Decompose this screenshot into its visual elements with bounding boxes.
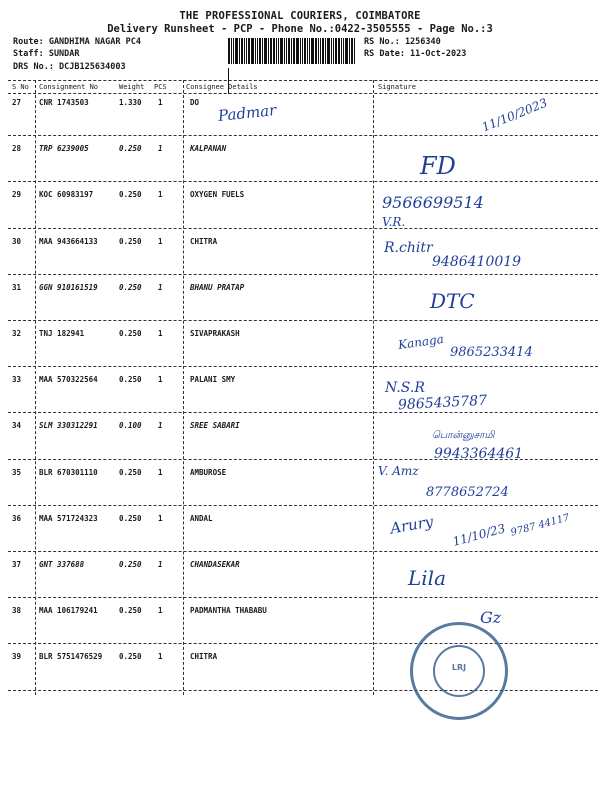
phone-34: 9943364461 [434,446,524,462]
table-row [0,514,600,560]
cell-weight: 0.250 [119,144,142,154]
cell-weight: 0.250 [119,236,142,246]
rs-date: RS Date: 11-Oct-2023 [364,49,467,59]
cell-pcs: 1 [158,144,163,154]
cell-consignee: DO [190,98,200,107]
cell-consignee: AMBUROSE [190,467,227,477]
cell-pcs: 1 [158,190,163,200]
col-signature: Signature [378,83,416,91]
cell-consignment: SLM 330312291 [39,421,98,431]
cell-sno: 37 [12,560,22,569]
phone-32: 9865233414 [450,345,533,360]
cell-sno: 36 [12,513,22,523]
cell-consignee: BHANU PRATAP [190,282,245,292]
signature-29: V.R. [382,215,406,229]
cell-consignee: SIVAPRAKASH [190,329,240,338]
table-row [0,190,600,236]
cell-weight: 0.250 [119,467,142,477]
cell-consignee: OXYGEN FUELS [190,190,245,200]
cell-pcs: 1 [158,560,163,569]
cell-weight: 0.250 [119,190,142,200]
stamp-initials: LRJ [451,663,467,672]
signature-38: Gz [480,608,502,627]
date-27: 11/10/2023 [479,95,550,135]
cell-weight: 0.100 [119,421,142,431]
cell-pcs: 1 [158,282,163,292]
phone-30: 9486410019 [432,254,522,270]
rs-number: RS No.: 1256340 [364,37,441,47]
barcode [228,38,356,64]
cell-consignment: MAA 571724323 [39,513,98,523]
cell-sno: 28 [12,144,22,154]
row-rule [8,690,598,691]
signature-28: FD [420,152,456,180]
cell-weight: 0.250 [119,375,142,385]
cell-consignee: ANDAL [190,513,213,523]
cell-sno: 30 [12,236,22,246]
cell-pcs: 1 [158,375,163,385]
cell-sno: 39 [12,652,22,662]
drs-number: DRS No.: DCJB125634003 [13,62,126,72]
name-35: V. Amz [378,464,419,478]
cell-consignee: PALANI SMY [190,375,236,385]
row-rule [8,551,598,552]
date-36: 11/10/23 [451,521,507,549]
cell-sno: 32 [12,329,22,338]
cell-sno: 35 [12,467,22,477]
cell-consignee: CHITRA [190,652,218,662]
row-rule [8,412,598,413]
cell-consignment: MAA 943664133 [39,236,98,246]
cell-weight: 1.330 [119,98,142,107]
cell-pcs: 1 [158,606,163,616]
table-row [0,606,600,652]
cell-consignee: KALPANAN [190,144,227,154]
cell-consignment: TRP 6239005 [39,144,89,154]
cell-sno: 27 [12,98,22,107]
cell-sno: 34 [12,421,22,431]
row-rule [8,505,598,506]
cell-consignment: GGN 910161519 [39,282,98,292]
cell-consignee: PADMANTHA THABABU [190,606,267,616]
name-32: Kanaga [397,331,445,353]
col-weight: Weight [119,83,145,91]
row-rule [8,643,598,644]
cell-consignment: MAA 106179241 [39,606,98,616]
col-sno: S No [12,83,29,91]
header-top-rule [8,80,598,81]
cell-consignee: CHANDASEKAR [190,560,240,569]
cell-consignee: SREE SABARI [190,421,240,431]
name-36: Arury [388,512,435,538]
cell-weight: 0.250 [119,513,142,523]
company-title: THE PROFESSIONAL COURIERS, COIMBATORE [179,10,421,22]
row-rule [8,366,598,367]
signature-30: R.chitr [384,240,433,256]
cell-weight: 0.250 [119,329,142,338]
cell-weight: 0.250 [119,560,142,569]
cell-pcs: 1 [158,236,163,246]
row-rule [8,320,598,321]
cell-weight: 0.250 [119,282,142,292]
office-stamp [410,622,508,720]
col-pcs: PCS [154,83,167,91]
row-rule [8,597,598,598]
cell-pcs: 1 [158,421,163,431]
table-row [0,468,600,514]
cell-weight: 0.250 [119,652,142,662]
cell-pcs: 1 [158,513,163,523]
signature-27: Padmar [217,101,278,125]
row-rule [8,135,598,136]
cell-consignment: CNR 1743503 [39,98,89,107]
cell-pcs: 1 [158,467,163,477]
route-label: Route: GANDHIMA NAGAR PC4 [13,37,141,47]
header-bottom-rule [8,93,598,94]
cell-consignment: GNT 337688 [39,560,85,569]
cell-pcs: 1 [158,652,163,662]
staff-label: Staff: SUNDAR [13,49,80,59]
cell-sno: 31 [12,282,22,292]
table-row [0,652,600,698]
cell-consignment: BLR 670301110 [39,467,98,477]
signature-31: DTC [430,289,475,313]
cell-sno: 38 [12,606,22,616]
cell-sno: 29 [12,190,22,200]
phone-33: 9865435787 [397,392,488,414]
col-consignment: Consignment No [39,83,99,91]
number-36: 9787 44117 [509,512,571,539]
cell-weight: 0.250 [119,606,142,616]
row-rule [8,274,598,275]
cell-pcs: 1 [158,98,163,107]
row-rule [8,228,598,229]
table-row [0,283,600,329]
cell-sno: 33 [12,375,22,385]
row-rule [8,181,598,182]
cell-consignment: TNJ 182941 [39,329,85,338]
name-34: பொன்னுசாமி [432,430,495,441]
col-consignee: Consignee Details [186,83,258,91]
cell-consignee: CHITRA [190,236,218,246]
table-row [0,144,600,190]
cell-pcs: 1 [158,329,163,338]
table-row [0,560,600,606]
runsheet-subtitle: Delivery Runsheet - PCP - Phone No.:0422-3505555 - Page No.:3 [107,23,493,35]
name-33: N.S.R [385,380,425,396]
signature-37: Lila [408,566,446,590]
cell-consignment: BLR 5751476529 [39,652,103,662]
cell-consignment: KOC 60983197 [39,190,94,200]
cell-consignment: MAA 570322564 [39,375,98,385]
phone-35: 8778652724 [426,485,509,500]
phone-29: 9566699514 [382,193,484,212]
table-row [0,375,600,421]
